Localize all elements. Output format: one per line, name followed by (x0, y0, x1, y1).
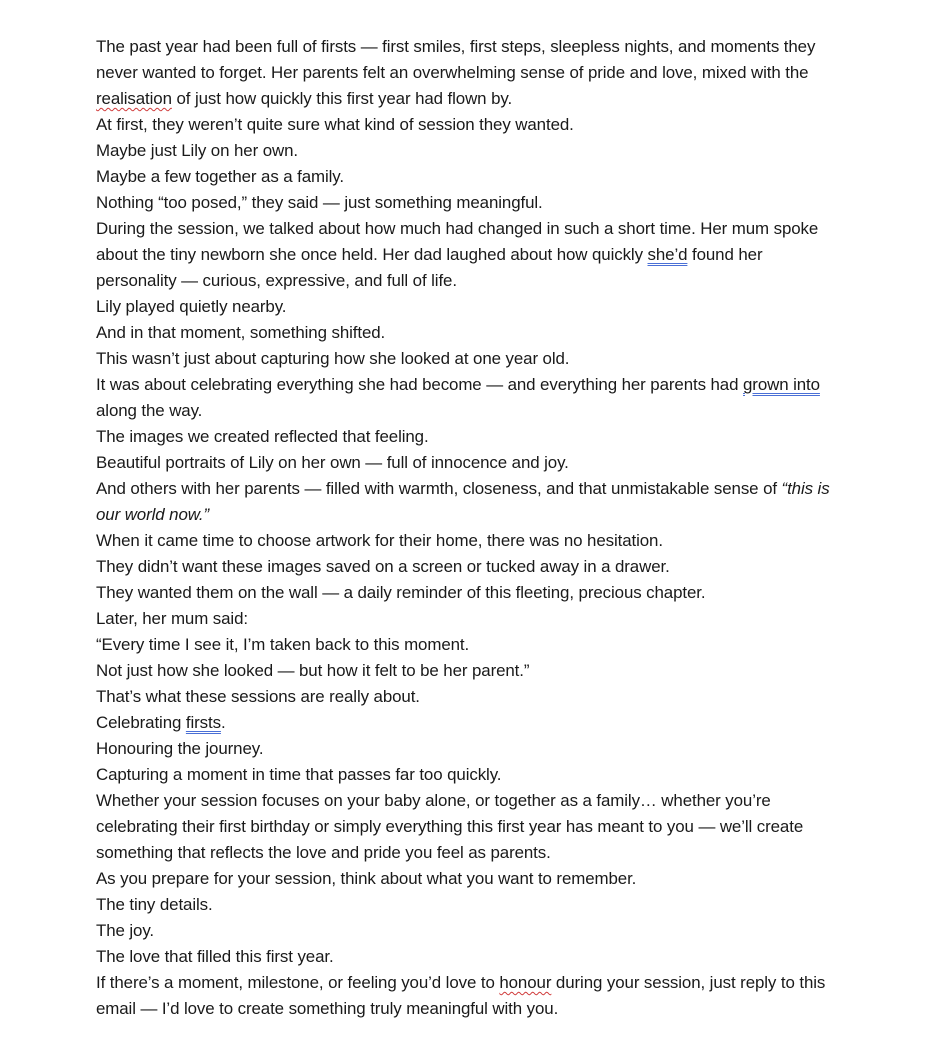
text-run: And in that moment, something shifted. (96, 323, 386, 342)
grammar-flag[interactable]: she’d (647, 245, 688, 264)
paragraph (96, 294, 842, 320)
paragraph (96, 632, 842, 658)
paragraph (96, 190, 842, 216)
text-run: The images we created reflected that feeling. (96, 427, 429, 446)
grammar-flag[interactable]: firsts (185, 713, 221, 732)
paragraph (96, 788, 842, 866)
paragraph (96, 164, 842, 190)
paragraph (96, 372, 842, 424)
text-run: Honouring the journey. (96, 739, 264, 758)
paragraph (96, 476, 842, 528)
paragraph (96, 138, 842, 164)
paragraph (96, 528, 842, 554)
paragraph (96, 970, 842, 1022)
text-run: Maybe just Lily on her own. (96, 141, 298, 160)
paragraph (96, 684, 842, 710)
spelling-flag[interactable]: realisation (96, 89, 172, 108)
paragraph (96, 216, 842, 294)
text-run: Not just how she looked — but how it felt to be her parent.” (96, 661, 530, 680)
paragraph (96, 554, 842, 580)
paragraph (96, 424, 842, 450)
text-run: They didn’t want these images saved on a screen or tucked away in a drawer. (96, 557, 670, 576)
text-run: of just how quickly this first year had flown by. (171, 89, 513, 108)
paragraph (96, 918, 842, 944)
text-run: Capturing a moment in time that passes far too quickly. (96, 765, 502, 784)
spelling-flag[interactable]: honour (499, 973, 552, 992)
text-run: The joy. (96, 921, 155, 940)
paragraph (96, 710, 842, 736)
text-run: Lily played quietly nearby. (96, 297, 287, 316)
paragraph (96, 944, 842, 970)
text-run: At first, they weren’t quite sure what kind of session they wanted. (96, 115, 574, 134)
paragraph (96, 112, 842, 138)
paragraph (96, 866, 842, 892)
text-run: This wasn’t just about capturing how she looked at one year old. (96, 349, 570, 368)
text-run: The tiny details. (96, 895, 213, 914)
grammar-flag[interactable]: grown into (743, 375, 820, 394)
text-run: . (220, 713, 226, 732)
italic-quote: “this is our world now.” (96, 479, 830, 524)
text-run: Later, her mum said: (96, 609, 248, 628)
paragraph (96, 736, 842, 762)
text-run: They wanted them on the wall — a daily reminder of this fleeting, precious chapter. (96, 583, 706, 602)
text-run: Beautiful portraits of Lily on her own — full of innocence and joy. (96, 453, 569, 472)
paragraph (96, 892, 842, 918)
text-run: It was about celebrating everything she had become — and everything her parents had (96, 375, 743, 394)
paragraph (96, 606, 842, 632)
text-run: The love that filled this first year. (96, 947, 334, 966)
paragraph (96, 580, 842, 606)
text-run: That’s what these sessions are really about. (96, 687, 420, 706)
text-run: Celebrating (96, 713, 186, 732)
text-run: As you prepare for your session, think about what you want to remember. (96, 869, 637, 888)
text-run: The past year had been full of firsts — first smiles, first steps, sleepless nights, and moments they never wanted to forget. Her parents felt an overwhelming sense of pride and love, mixed with the (96, 37, 816, 82)
text-run: During the session, we talked about how much had changed in such a short time. Her mum spoke about the tiny newborn she once held. Her dad laughed about how quickly (96, 219, 819, 264)
paragraph (96, 658, 842, 684)
paragraph (96, 34, 842, 112)
paragraph (96, 320, 842, 346)
paragraph (96, 450, 842, 476)
text-run: And others with her parents — filled with warmth, closeness, and that unmistakable sense of (96, 479, 782, 498)
text-run: found her personality — curious, expressive, and full of life. (96, 245, 763, 290)
text-run: If there’s a moment, milestone, or feeling you’d love to (96, 973, 500, 992)
text-run: along the way. (96, 401, 203, 420)
paragraph (96, 346, 842, 372)
text-run: When it came time to choose artwork for their home, there was no hesitation. (96, 531, 663, 550)
paragraph (96, 762, 842, 788)
text-run: Maybe a few together as a family. (96, 167, 344, 186)
text-run: Whether your session focuses on your baby alone, or together as a family… whether you’re celebrating their first birthday or simply everything this first year has meant to you — we’ll create something that reflects the love and pride you feel as parents. (96, 791, 804, 862)
text-run: Nothing “too posed,” they said — just something meaningful. (96, 193, 543, 212)
text-run: during your session, just reply to this email — I’d love to create something truly meaningful with you. (96, 973, 826, 1018)
text-run: “Every time I see it, I’m taken back to this moment. (96, 635, 470, 654)
